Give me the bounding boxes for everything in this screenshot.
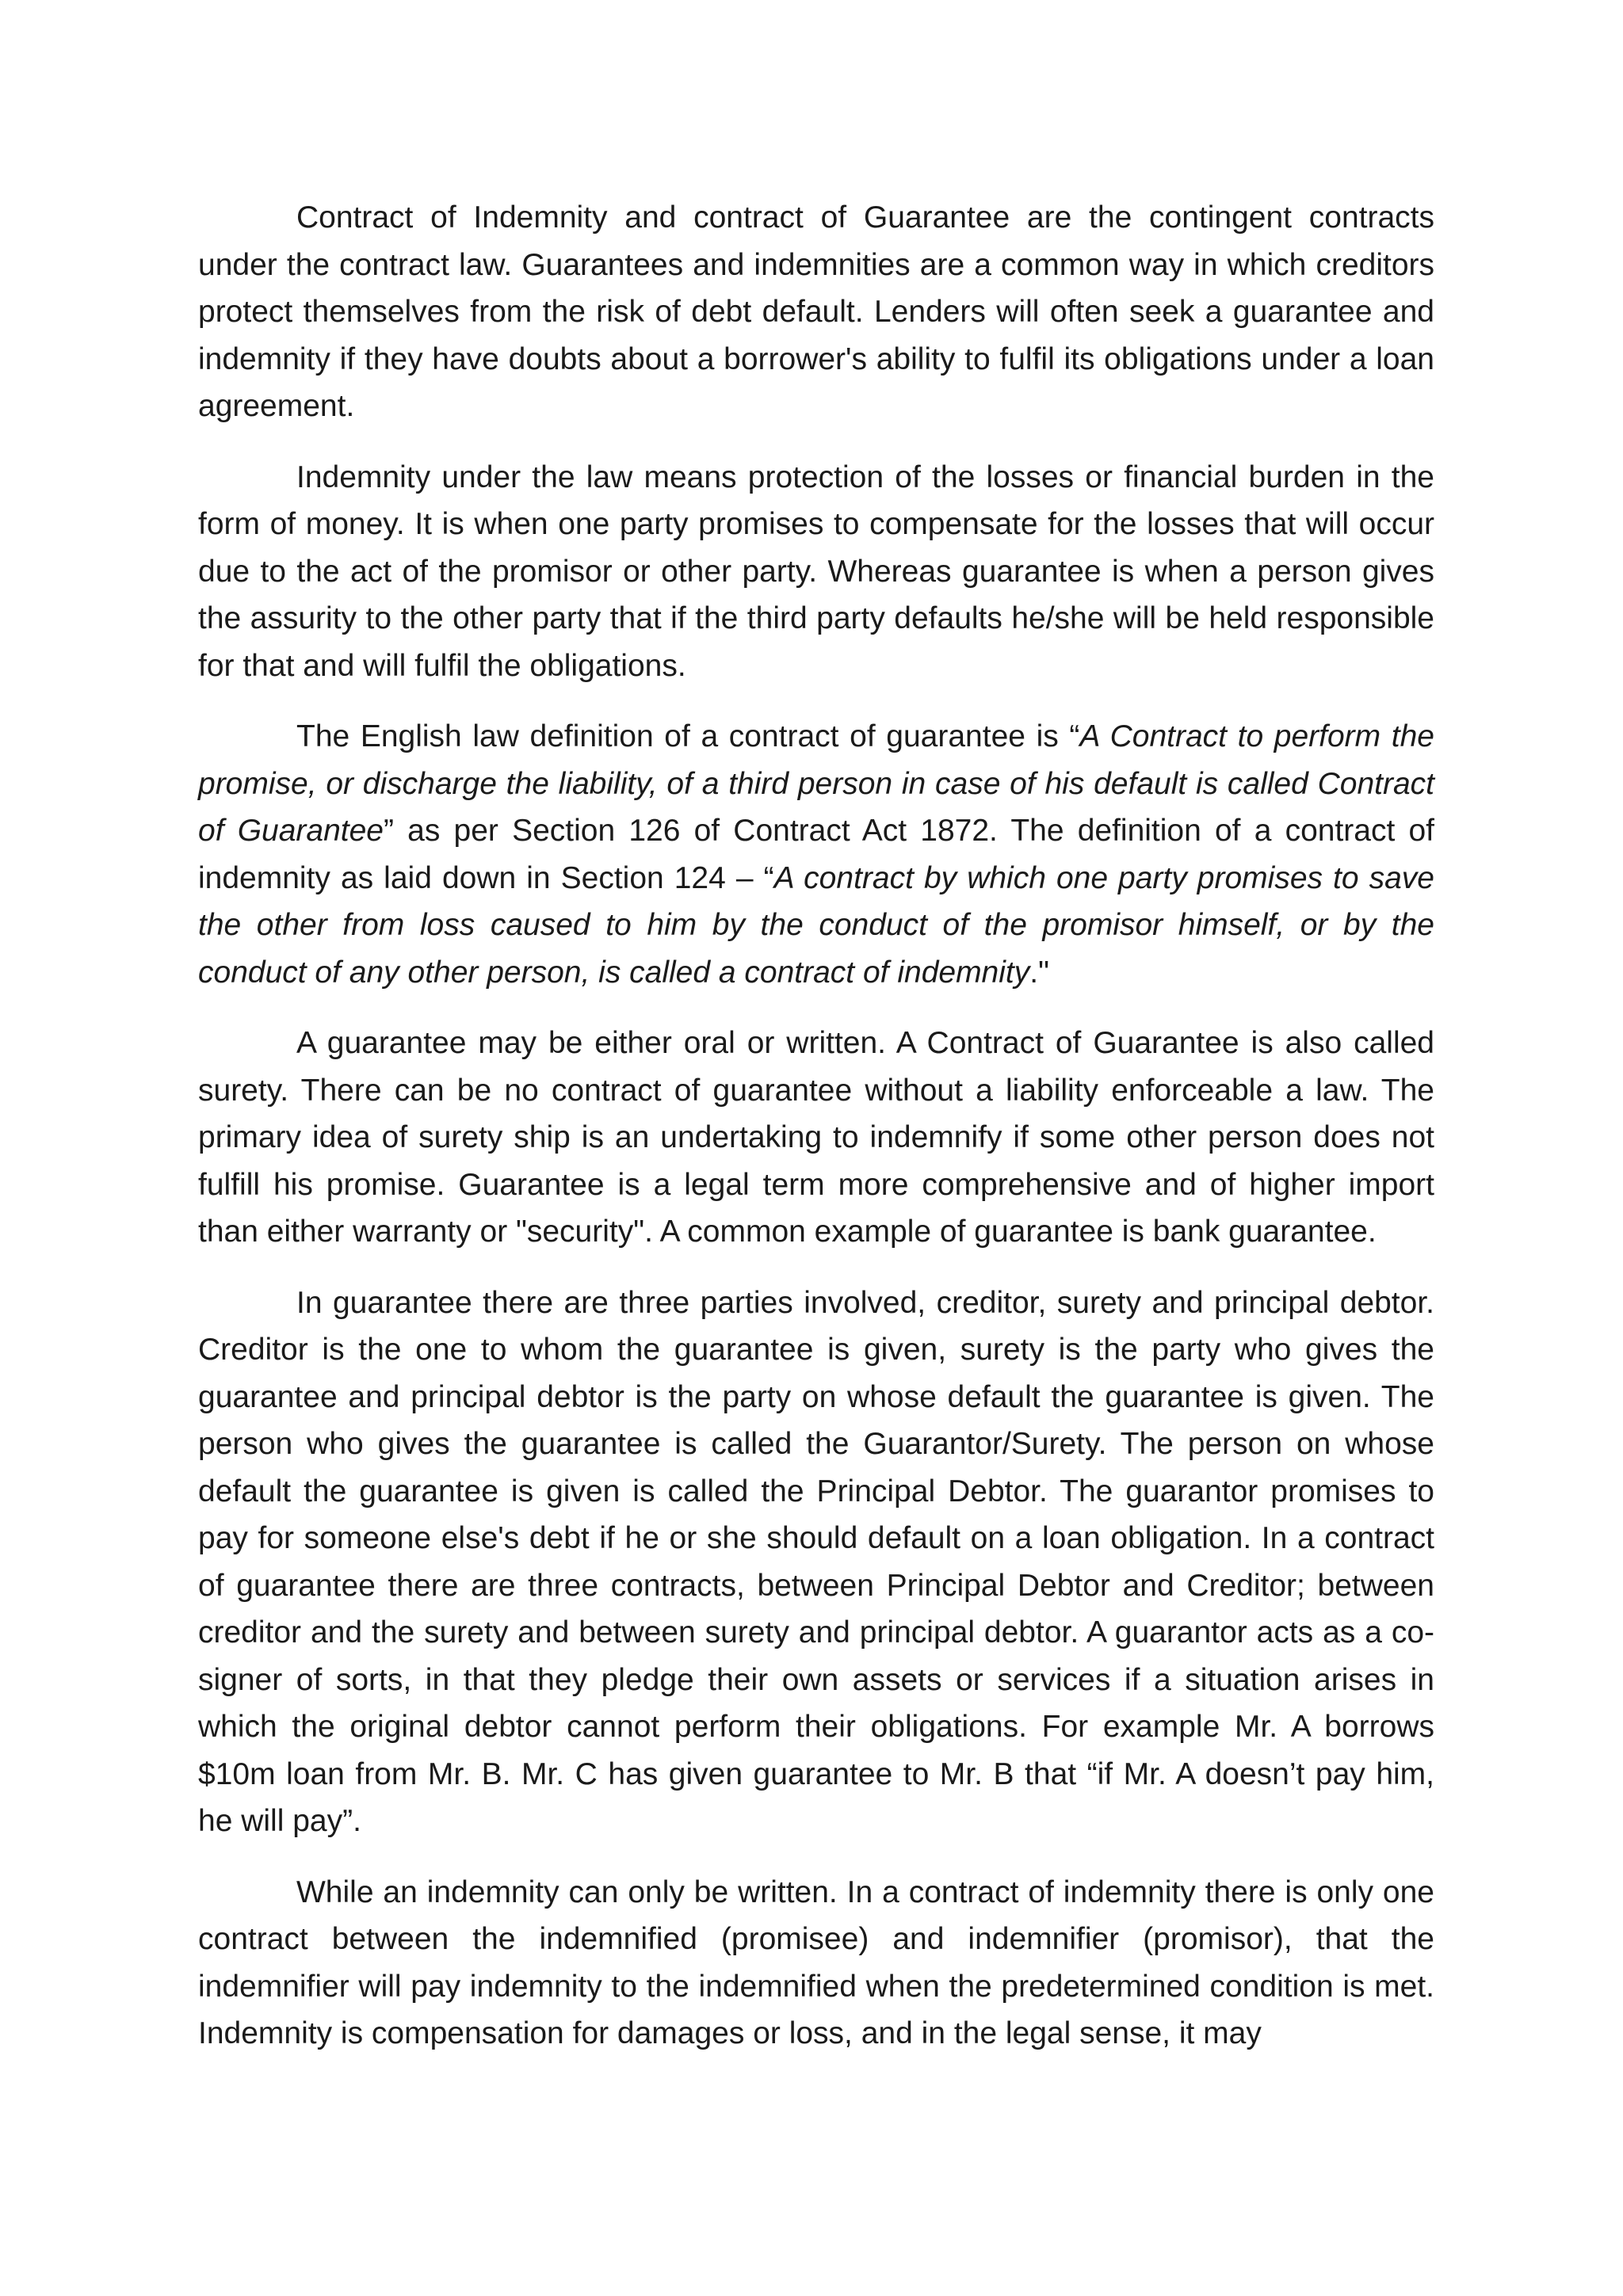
quoted-definition-indemnity: A contract by which one party promises to save the other from loss caused to him by the conduct of the promisor himself, or by the conduct of any other person, is called a contract of indemnity	[198, 860, 1434, 990]
paragraph-2	[198, 454, 1434, 690]
paragraph-6	[198, 1869, 1434, 2058]
paragraph-5	[198, 1280, 1434, 1845]
text-run: A guarantee may be either oral or written. A Contract of Guarantee is also called surety. There can be no contract of guarantee without a liability enforceable a law. The primary idea of surety ship is an undertaking to indemnify if some other person does not fulfill his promise. Guarantee is a legal term more comprehensive and of higher import than either warranty or "security". A common example of guarantee is bank guarantee.	[198, 1026, 1434, 1249]
document-body	[198, 194, 1434, 2081]
paragraph-4	[198, 1020, 1434, 1256]
text-run: In guarantee there are three parties involved, creditor, surety and principal debtor. Creditor is the one to whom the guarantee is given, surety is the party who gives the guarantee and principal debtor is the party on whose default the guarantee is given. The person who gives the guarantee is called the Guarantor/Surety. The person on whose default the guarantee is given is called the Principal Debtor. The guarantor promises to pay for someone else's debt if he or she should default on a loan obligation. In a contract of guarantee there are three contracts, between Principal Debtor and Creditor; between creditor and the surety and between surety and principal debtor. A guarantor acts as a co-signer of sorts, in that they pledge their own assets or services if a situation arises in which the original debtor cannot perform their obligations. For example Mr. A borrows $10m loan from Mr. B. Mr. C has given guarantee to Mr. B that “if Mr. A doesn’t pay him, he will pay”.	[198, 1285, 1434, 1838]
paragraph-3	[198, 713, 1434, 996]
text-run: ."	[1029, 955, 1049, 990]
text-run: While an indemnity can only be written. In a contract of indemnity there is only one contract between the indemnified (promisee) and indemnifier (promisor), that the indemnifier will pay indemnity to the indemnified when the predetermined condition is met. Indemnity is compensation for damages or loss, and in the legal sense, it may	[198, 1875, 1434, 2050]
quoted-definition-guarantee: A Contract to perform the promise, or discharge the liability, of a third person in case of his default is called Contract of Guarantee	[198, 719, 1434, 848]
paragraph-1	[198, 194, 1434, 430]
text-run: ” as per Section 126 of Contract Act 1872. The definition of a contract of indemnity as laid down in Section 124 – “	[198, 814, 1434, 895]
text-run: Contract of Indemnity and contract of Guarantee are the contingent contracts under the contract law. Guarantees and indemnities are a common way in which creditors protect themselves from the risk of debt default. Lenders will often seek a guarantee and indemnity if they have doubts about a borrower's ability to fulfil its obligations under a loan agreement.	[198, 200, 1434, 423]
text-run: The English law definition of a contract of guarantee is “	[296, 719, 1080, 753]
text-run: Indemnity under the law means protection of the losses or financial burden in the form of money. It is when one party promises to compensate for the losses that will occur due to the act of the promisor or other party. Whereas guarantee is when a person gives the assurity to the other party that if the third party defaults he/she will be held responsible for that and will fulfil the obligations.	[198, 460, 1434, 683]
